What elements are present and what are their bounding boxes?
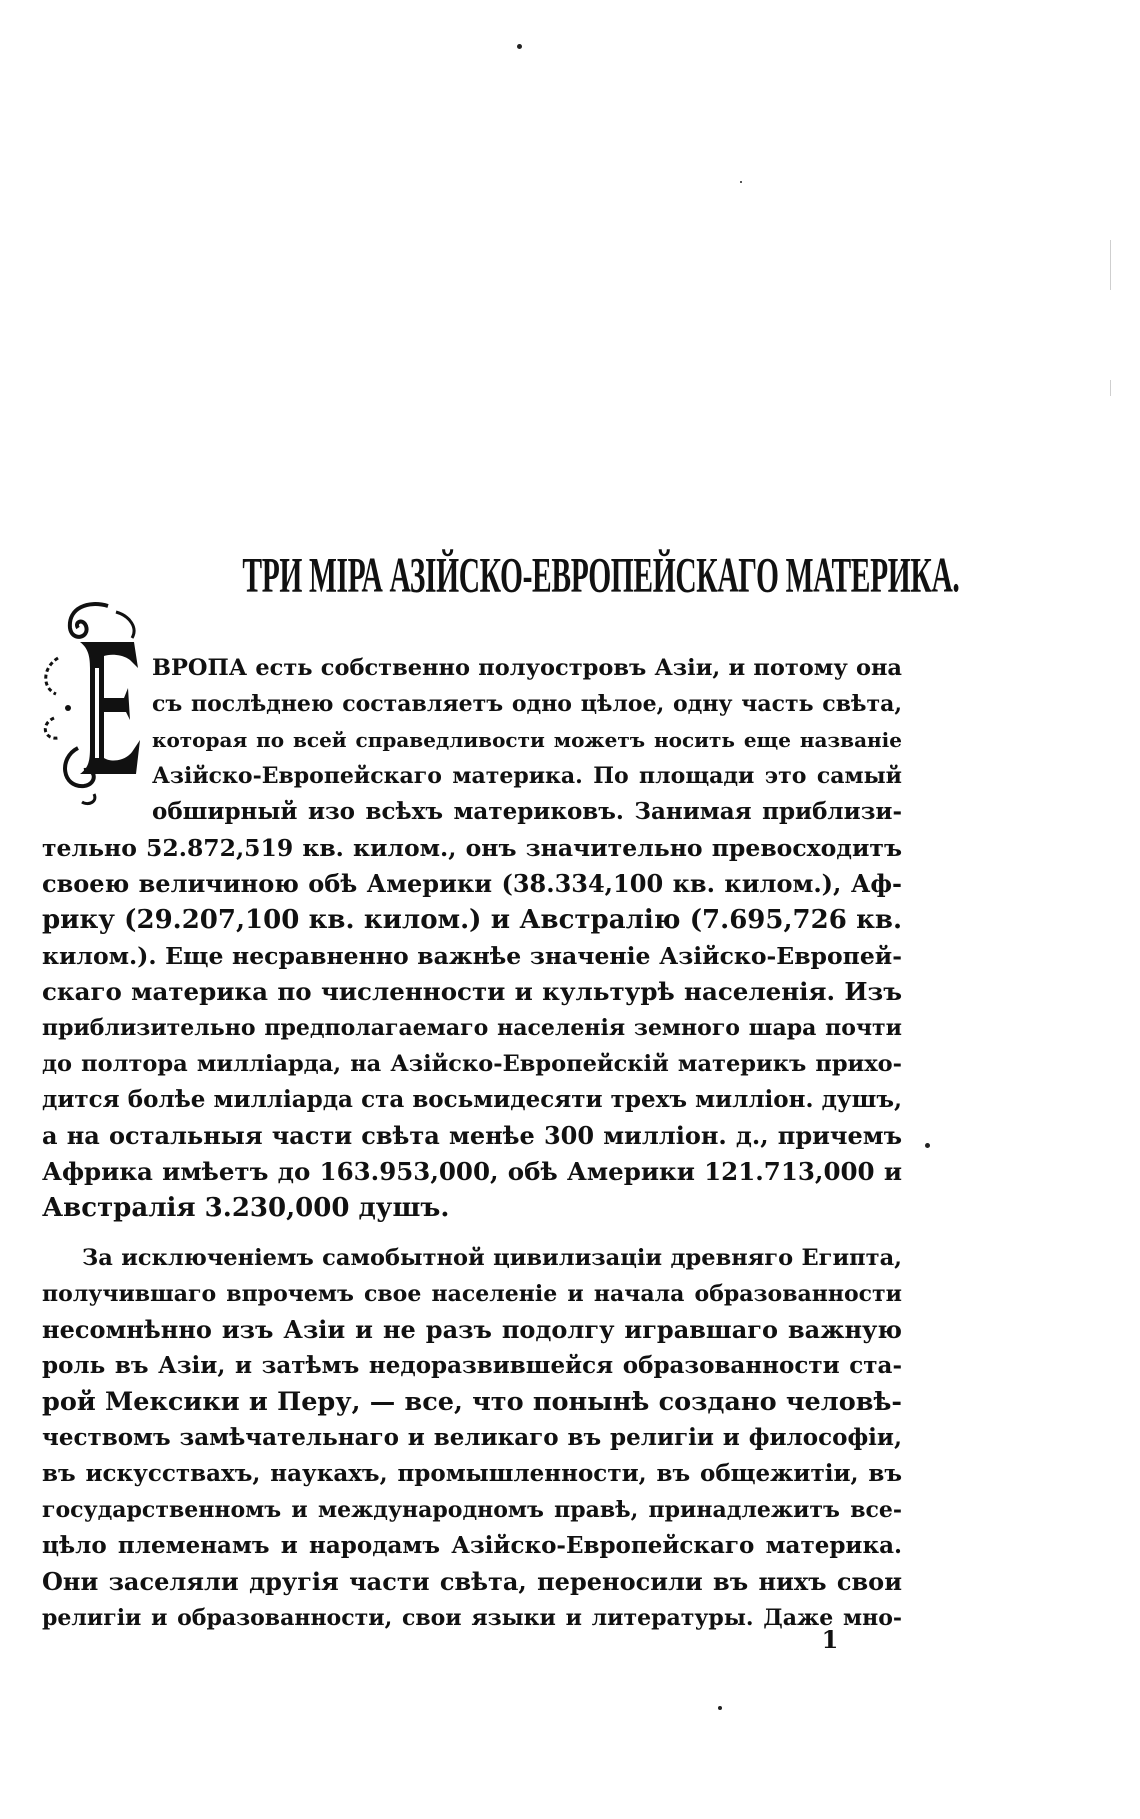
text-line: приблизительно предполагаемаго населенія земного шара почти bbox=[42, 1015, 902, 1041]
text-line: Азійско-Европейскаго материка. По площади это самый bbox=[152, 763, 902, 789]
scan-speck bbox=[740, 181, 742, 183]
text-line: религіи и образованности, свои языки и литературы. Даже мно- bbox=[42, 1605, 902, 1631]
scan-speck bbox=[718, 1706, 722, 1710]
text-line: Африка имѣетъ до 163.953,000, обѣ Америки 121.713,000 и bbox=[42, 1157, 902, 1186]
text-line: которая по всей справедливости можетъ носить еще названіе bbox=[152, 728, 902, 752]
ornamental-initial bbox=[38, 598, 148, 808]
scan-speck bbox=[925, 1143, 930, 1148]
chapter-title: ТРИ МІРА АЗІЙСКО-ЕВРОПЕЙСКАГО МАТЕРИКА. bbox=[242, 546, 960, 603]
text-line: обширный изо всѣхъ материковъ. Занимая приблизи- bbox=[152, 798, 902, 825]
page-number: 1 bbox=[821, 1625, 839, 1654]
text-line: дится болѣе милліарда ста восьмидесяти трехъ милліон. душъ, bbox=[42, 1086, 902, 1113]
text-line: Они заселяли другія части свѣта, переносили въ нихъ свои bbox=[42, 1567, 902, 1596]
text-line: скаго материка по численности и культурѣ населенія. Изъ bbox=[42, 977, 902, 1006]
text-line: въ искусствахъ, наукахъ, промышленности, въ общежитіи, въ bbox=[42, 1460, 902, 1487]
text-line: За исключеніемъ самобытной цивилизаціи древняго Египта, bbox=[82, 1245, 902, 1271]
text-line: несомнѣнно изъ Азіи и не разъ подолгу игравшаго важную bbox=[42, 1315, 902, 1344]
text-line: тельно 52.872,519 кв. килом., онъ значительно превосходитъ bbox=[42, 834, 902, 862]
text-line: своею величиною обѣ Америки (38.334,100 кв. килом.), Аф- bbox=[42, 869, 902, 898]
text-line: роль въ Азіи, и затѣмъ недоразвившейся образованности ста- bbox=[42, 1352, 902, 1379]
text-line: килом.). Еще несравненно важнѣе значеніе Азійско-Европей- bbox=[42, 942, 902, 970]
text-line: государственномъ и международномъ правѣ, принадлежитъ все- bbox=[42, 1497, 902, 1523]
text-line: ВРОПА есть собственно полуостровъ Азіи, и потому она bbox=[152, 655, 902, 681]
text-line: получившаго впрочемъ свое населеніе и начала образованности bbox=[42, 1281, 902, 1307]
text-line: Австралія 3.230,000 душъ. bbox=[42, 1193, 450, 1223]
scan-edge-line bbox=[1110, 240, 1111, 290]
text-line: цѣло племенамъ и народамъ Азійско-Европейскаго материка. bbox=[42, 1532, 902, 1559]
text-line: рой Мексики и Перу, — все, что понынѣ создано человѣ- bbox=[42, 1387, 902, 1417]
scan-speck bbox=[517, 44, 522, 49]
text-line: рику (29.207,100 кв. килом.) и Австралію (7.695,726 кв. bbox=[42, 905, 902, 935]
text-line: съ послѣднею составляетъ одно цѣлое, одну часть свѣта, bbox=[152, 691, 902, 717]
scan-edge-line bbox=[1110, 380, 1111, 396]
ornamental-initial-flourish bbox=[38, 598, 148, 808]
text-line: чествомъ замѣчательнаго и великаго въ религіи и философіи, bbox=[42, 1424, 902, 1451]
text-line: до полтора милліарда, на Азійско-Европейскій материкъ прихо- bbox=[42, 1051, 902, 1077]
text-line: а на остальныя части свѣта менѣе 300 милліон. д., причемъ bbox=[42, 1121, 902, 1150]
